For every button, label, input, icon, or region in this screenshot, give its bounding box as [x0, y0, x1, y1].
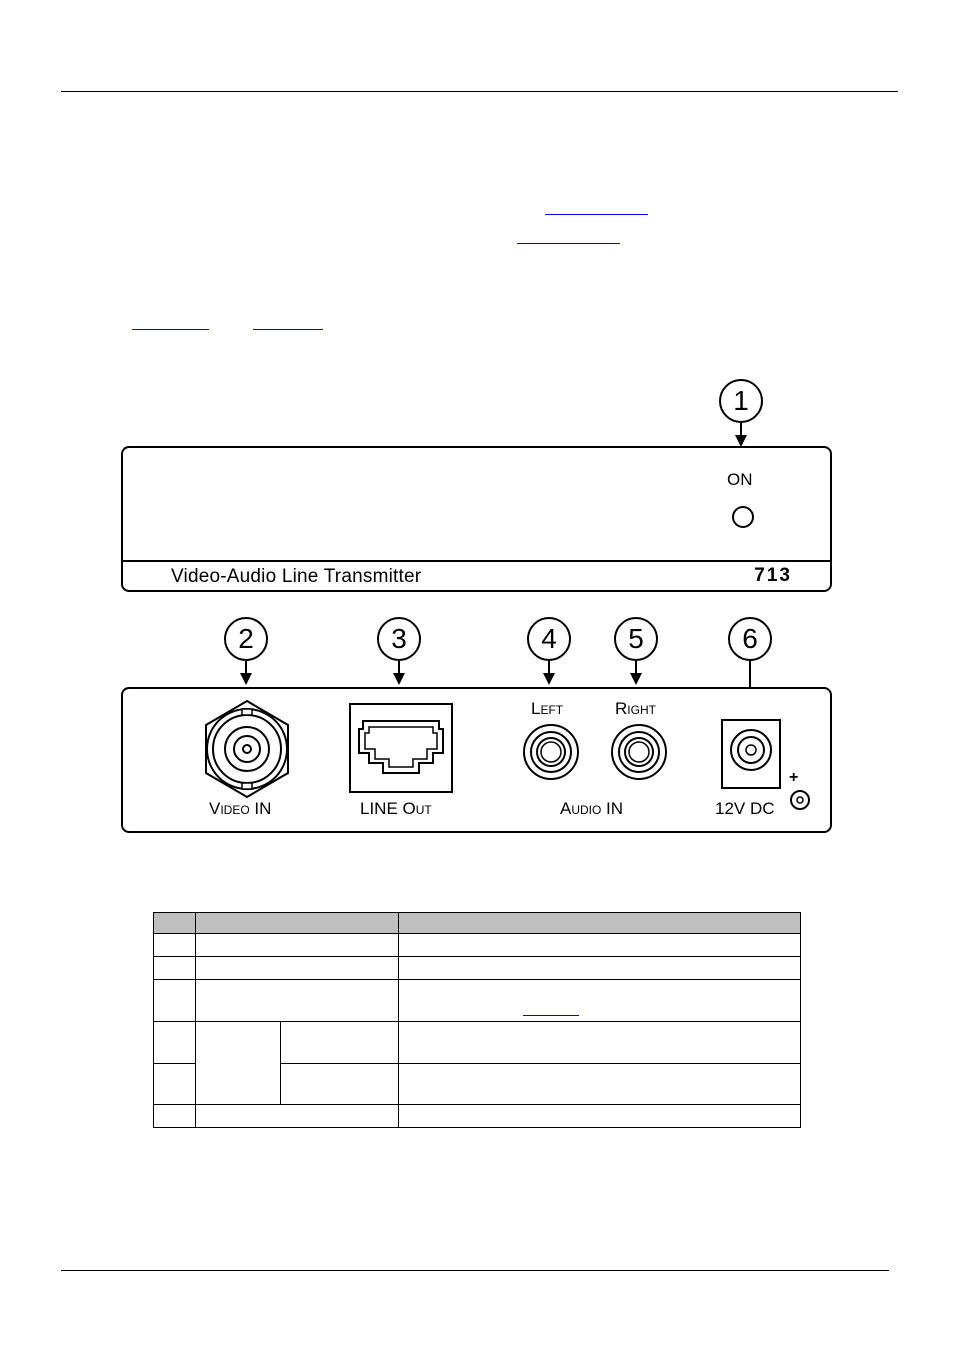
table-cell — [281, 1022, 399, 1064]
table-cell — [196, 980, 399, 1022]
table-header-row — [154, 913, 801, 934]
polarity-symbol-icon — [789, 789, 811, 811]
header-rule — [61, 91, 898, 92]
front-panel — [121, 446, 832, 592]
table-cell — [196, 913, 399, 934]
table-cell — [154, 1105, 196, 1128]
callout-arrowhead — [543, 673, 555, 685]
table-row — [154, 957, 801, 980]
polarity-plus-label: + — [789, 769, 799, 786]
table-cell — [196, 1105, 399, 1128]
on-led-icon — [732, 506, 754, 528]
video-in-label: Video IN — [209, 799, 272, 818]
product-title: Video-Audio Line Transmitter — [171, 566, 422, 587]
link-underline[interactable] — [132, 329, 209, 330]
table-row — [154, 934, 801, 957]
callout-1: 1 — [719, 379, 763, 423]
table-cell — [281, 1064, 399, 1105]
link-underline[interactable] — [523, 1015, 579, 1016]
table-row — [154, 980, 801, 1022]
callout-6: 6 — [728, 617, 772, 661]
audio-in-label: Audio IN — [560, 799, 624, 818]
link-underline[interactable] — [545, 214, 648, 215]
table-cell — [399, 1064, 801, 1105]
bnc-connector-icon — [197, 699, 297, 799]
callout-arrowhead — [240, 673, 252, 685]
table-cell — [399, 1022, 801, 1064]
rj45-port-icon — [349, 703, 453, 793]
callout-arrow — [398, 661, 400, 673]
rear-panel — [121, 687, 832, 833]
link-underline[interactable] — [253, 329, 323, 330]
rca-left-jack-icon — [522, 723, 580, 781]
rca-right-jack-icon — [610, 723, 668, 781]
table-cell — [154, 913, 196, 934]
table-cell — [399, 957, 801, 980]
table-cell — [154, 934, 196, 957]
table-row — [154, 1105, 801, 1128]
link-underline[interactable] — [517, 243, 620, 244]
dc-voltage-label: 12V DC — [715, 799, 775, 818]
callout-arrowhead — [393, 673, 405, 685]
led-label: ON — [727, 470, 753, 489]
callout-arrow — [245, 661, 247, 673]
front-label-strip — [123, 560, 830, 590]
callout-arrowhead — [630, 673, 642, 685]
table-cell — [154, 957, 196, 980]
callout-arrow — [635, 661, 637, 673]
footer-rule — [61, 1270, 889, 1271]
callout-arrow — [548, 661, 550, 673]
dc-power-jack-icon — [721, 719, 781, 789]
table-cell — [196, 934, 399, 957]
callout-4: 4 — [527, 617, 571, 661]
left-label: Left — [531, 699, 564, 718]
table-cell — [399, 934, 801, 957]
table-cell — [399, 1105, 801, 1128]
callout-2: 2 — [224, 617, 268, 661]
table-cell — [399, 913, 801, 934]
table-cell — [154, 1064, 196, 1105]
line-out-label: LINE Out — [360, 799, 432, 818]
callout-3: 3 — [377, 617, 421, 661]
table-cell — [196, 1022, 281, 1105]
table-row — [154, 1022, 801, 1064]
callout-arrow — [740, 423, 742, 435]
right-label: Right — [615, 699, 656, 718]
table-cell — [196, 957, 399, 980]
table-cell — [154, 980, 196, 1022]
connector-table — [153, 912, 801, 1128]
callout-5: 5 — [614, 617, 658, 661]
model-number: 713 — [754, 565, 792, 586]
table-cell — [399, 980, 801, 1022]
table-cell — [154, 1022, 196, 1064]
